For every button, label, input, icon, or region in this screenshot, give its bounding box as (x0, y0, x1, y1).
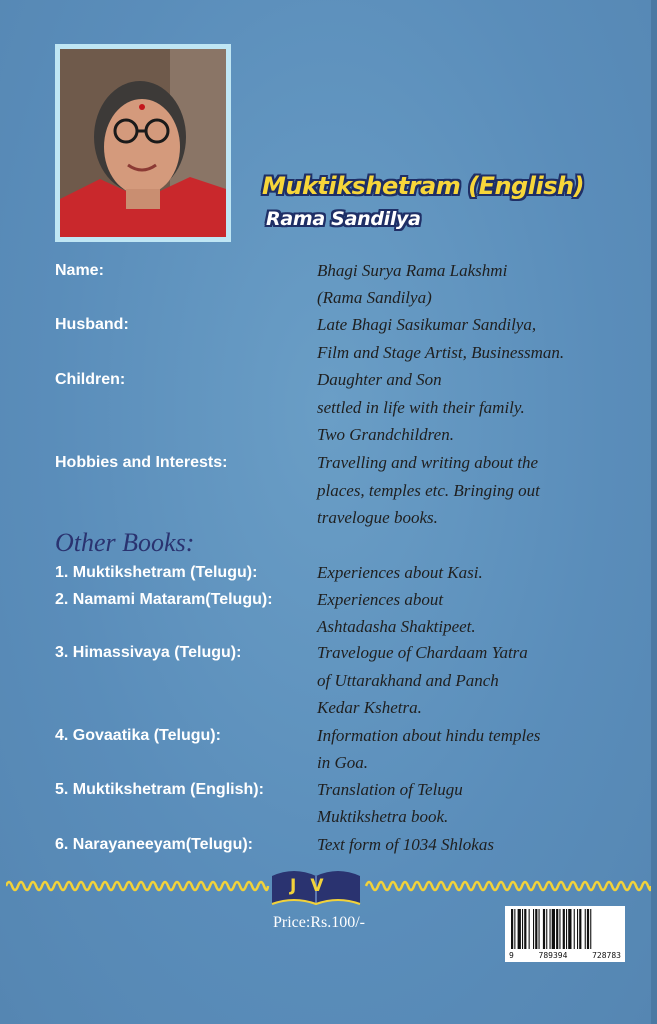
barcode-digit-group: 9 (509, 951, 514, 960)
detail-label-hobbies: Hobbies and Interests: (55, 454, 228, 471)
detail-value-line: Two Grandchildren. (317, 425, 454, 444)
barcode-bar (543, 909, 545, 949)
book-item-desc: Experiences about Kasi. (317, 563, 483, 582)
barcode-bar (535, 909, 537, 949)
barcode-digits (509, 951, 621, 960)
barcode-bar (546, 909, 547, 949)
barcode-bar (563, 909, 565, 949)
book-item-label: 4. Govaatika (Telugu): (55, 727, 221, 744)
barcode-bar (533, 909, 534, 949)
barcode-bar (585, 909, 586, 949)
book-item-label: 3. Himassivaya (Telugu): (55, 644, 242, 661)
barcode-bar (514, 909, 515, 949)
barcode-digit-group: 728783 (592, 951, 621, 960)
publisher-logo-text: JV (290, 876, 338, 896)
book-item-label: 5. Muktikshetram (English): (55, 781, 264, 798)
barcode-bar (524, 909, 526, 949)
barcode-bar (556, 909, 558, 949)
other-books-heading: Other Books: (55, 528, 195, 557)
price-label: Price:Rs.100/- (273, 914, 365, 931)
detail-value-line: Film and Stage Artist, Businessman. (317, 343, 565, 362)
barcode-bar (529, 909, 530, 949)
isbn-barcode (505, 906, 625, 962)
book-item-label: 2. Namami Mataram(Telugu): (55, 591, 273, 608)
barcode-bar (577, 909, 578, 949)
barcode-bar (559, 909, 560, 949)
detail-value-line: Late Bhagi Sasikumar Sandilya, (317, 315, 537, 334)
barcode-bar (552, 909, 555, 949)
cover-edge (651, 0, 657, 1024)
detail-value-line: Bhagi Surya Rama Lakshmi (317, 261, 508, 280)
book-item-desc: Muktikshetra book. (317, 807, 449, 826)
detail-value-line: Travelling and writing about the (317, 453, 539, 472)
book-item-desc: of Uttarakhand and Panch (317, 671, 499, 690)
author-photo-frame (55, 44, 231, 242)
barcode-bar (550, 909, 551, 949)
barcode-bar (511, 909, 513, 949)
book-author: Rama Sandilya (266, 208, 421, 230)
book-item-label: 6. Narayaneeyam(Telugu): (55, 836, 253, 853)
barcode-bar (587, 909, 589, 949)
barcode-digit-group: 789394 (538, 951, 568, 960)
book-item-desc: Ashtadasha Shaktipeet. (317, 617, 476, 636)
barcode-bar (590, 909, 591, 949)
barcode-bar (574, 909, 575, 949)
book-title: Muktikshetram (English) (262, 172, 585, 200)
detail-value-line: travelogue books. (317, 508, 438, 527)
barcode-bar (518, 909, 521, 949)
detail-value-line: Daughter and Son (317, 370, 442, 389)
book-item-desc: Translation of Telugu (317, 780, 463, 799)
barcode-bar (539, 909, 540, 949)
barcode-bar (579, 909, 581, 949)
book-item-desc: Kedar Kshetra. (317, 698, 422, 717)
book-item-desc: in Goa. (317, 753, 368, 772)
detail-value-line: places, temples etc. Bringing out (317, 481, 540, 500)
book-item-desc: Information about hindu temples (317, 726, 541, 745)
detail-label-husband: Husband: (55, 316, 129, 333)
detail-label-name: Name: (55, 262, 104, 279)
book-item-label: 1. Muktikshetram (Telugu): (55, 564, 258, 581)
book-item-desc: Text form of 1034 Shlokas (317, 835, 494, 854)
barcode-bar (522, 909, 523, 949)
barcode-bar (568, 909, 571, 949)
book-item-desc: Travelogue of Chardaam Yatra (317, 643, 528, 662)
barcode-bar (566, 909, 567, 949)
barcode-icon (509, 909, 621, 949)
detail-label-children: Children: (55, 371, 126, 388)
detail-value-line: (Rama Sandilya) (317, 288, 432, 307)
book-item-desc: Experiences about (317, 590, 444, 609)
author-photo (60, 49, 226, 237)
detail-value-line: settled in life with their family. (317, 398, 525, 417)
